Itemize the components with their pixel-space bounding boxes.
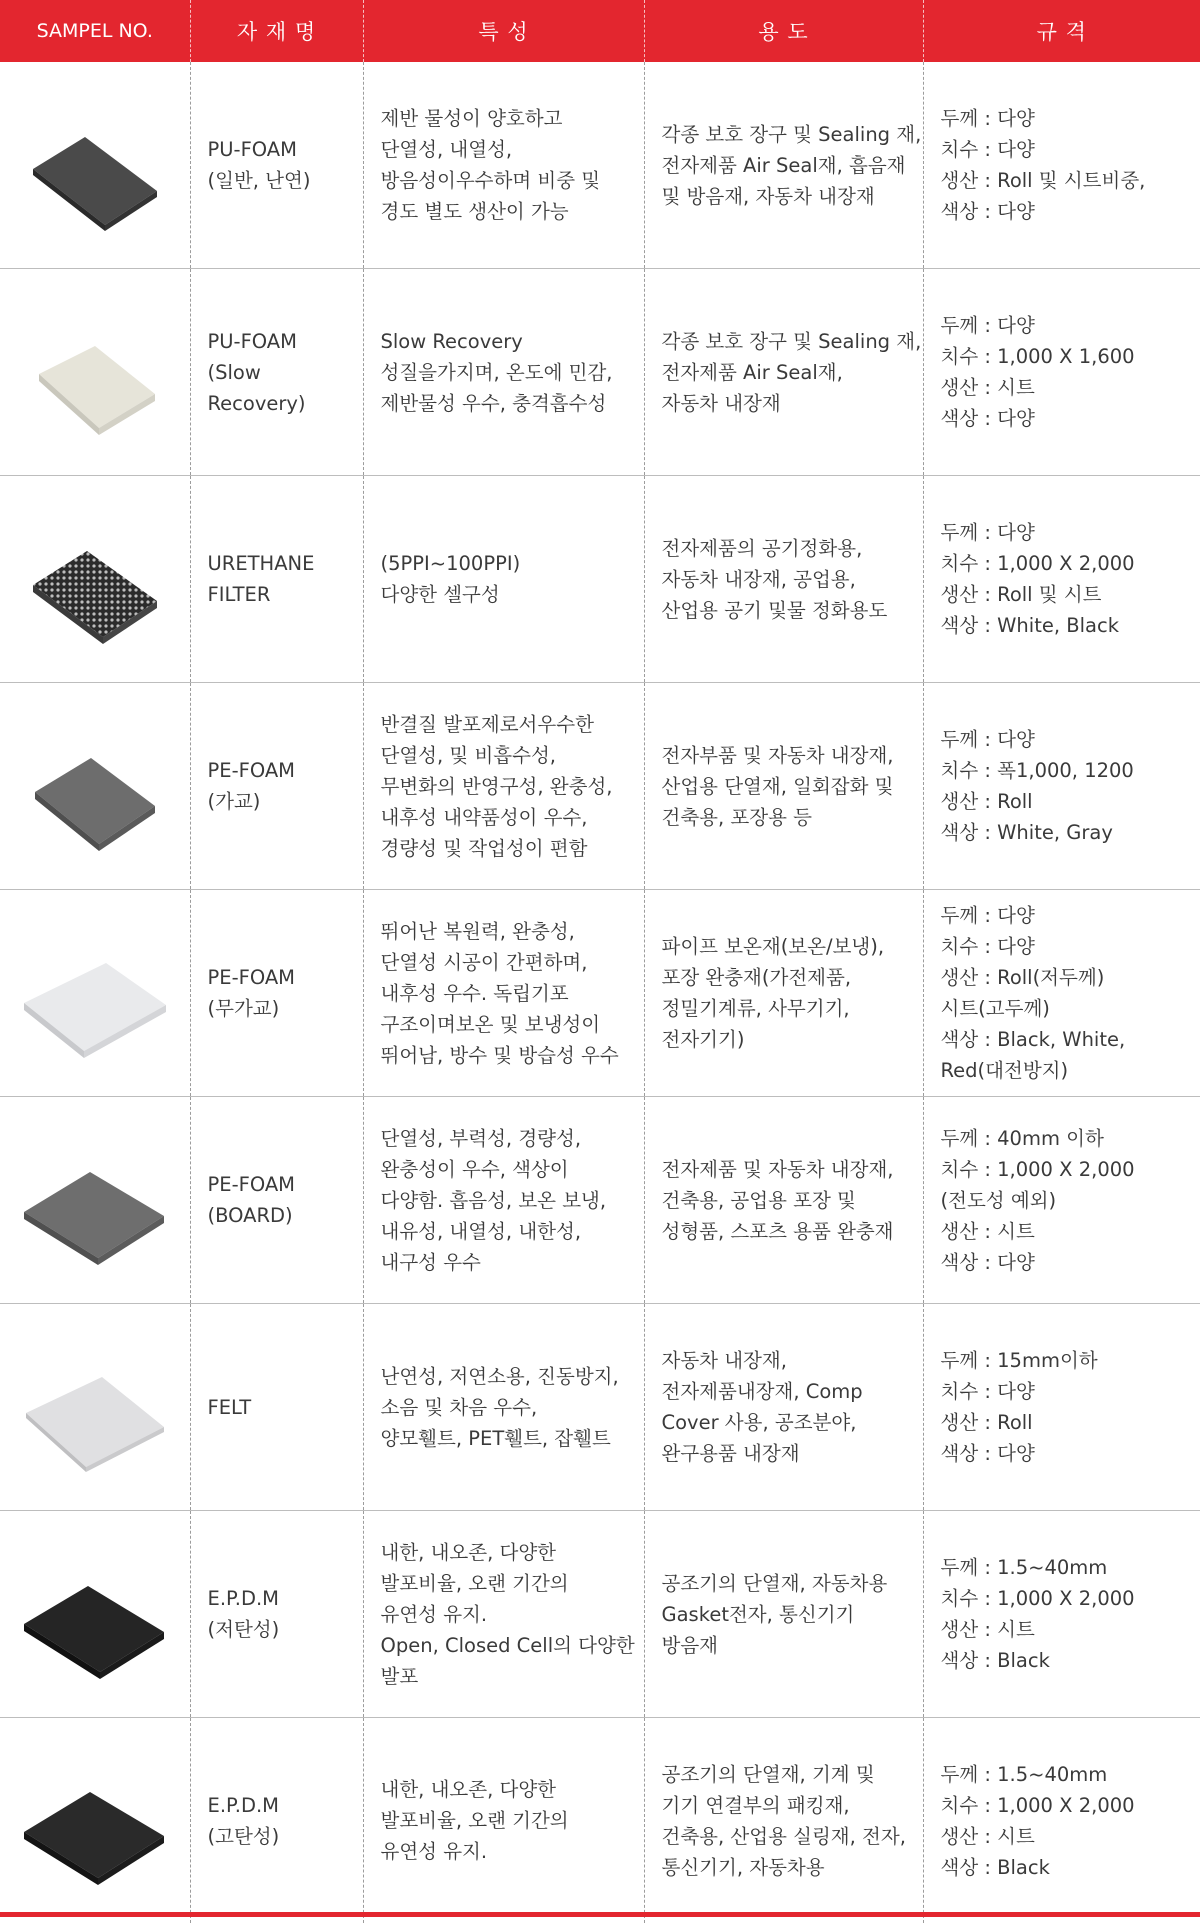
material-characteristics: 반결질 발포제로서우수한 단열성, 및 비흡수성, 무변화의 반영구성, 완충성, 내후성 내약품성이 우수, 경량성 및 작업성이 편함 bbox=[363, 683, 644, 890]
material-characteristics: 단열성, 부력성, 경량성, 완충성이 우수, 색상이 다양함. 흡음성, 보온 보냉, 내유성, 내열성, 내한성, 내구성 우수 bbox=[363, 1097, 644, 1304]
header-row bbox=[0, 0, 1200, 62]
sample-cell bbox=[0, 1511, 190, 1718]
material-usage: 각종 보호 장구 및 Sealing 재, 전자제품 Air Seal재, 자동차 내장재 bbox=[644, 269, 923, 476]
sample-cell bbox=[0, 1718, 190, 1923]
material-characteristics: 제반 물성이 양호하고 단열성, 내열성, 방음성이우수하며 비중 및 경도 별도 생산이 가능 bbox=[363, 62, 644, 269]
material-name: FELT bbox=[190, 1304, 363, 1511]
table-row bbox=[0, 1511, 1200, 1718]
table-row bbox=[0, 1097, 1200, 1304]
material-specification: 두께 : 1.5~40mm 치수 : 1,000 X 2,000 생산 : 시트 색상 : Black bbox=[923, 1511, 1200, 1718]
material-usage: 파이프 보온재(보온/보냉), 포장 완충재(가전제품, 정밀기계류, 사무기기, 전자기기) bbox=[644, 890, 923, 1097]
material-specification: 두께 : 다양 치수 : 다양 생산 : Roll(저두께) 시트(고두께) 색상 : Black, White, Red(대전방지) bbox=[923, 890, 1200, 1097]
material-characteristics: 내한, 내오존, 다양한 발포비율, 오랜 기간의 유연성 유지. Open, Closed Cell의 다양한 발포 bbox=[363, 1511, 644, 1718]
material-usage: 전자제품의 공기정화용, 자동차 내장재, 공업용, 산업용 공기 및물 정화용도 bbox=[644, 476, 923, 683]
table-row bbox=[0, 683, 1200, 890]
material-usage: 전자부품 및 자동차 내장재, 산업용 단열재, 일회잡화 및 건축용, 포장용 등 bbox=[644, 683, 923, 890]
sample-cell bbox=[0, 890, 190, 1097]
material-name: PE-FOAM (가교) bbox=[190, 683, 363, 890]
material-usage: 각종 보호 장구 및 Sealing 재, 전자제품 Air Seal재, 흡음재 및 방음재, 자동차 내장재 bbox=[644, 62, 923, 269]
sample-cell bbox=[0, 1097, 190, 1304]
bottom-accent-bar bbox=[0, 1912, 1200, 1917]
header-usage: 용 도 bbox=[644, 0, 923, 62]
table-row bbox=[0, 62, 1200, 269]
sample-cell bbox=[0, 1304, 190, 1511]
material-name: PU-FOAM (Slow Recovery) bbox=[190, 269, 363, 476]
table-body bbox=[0, 62, 1200, 1923]
material-characteristics: (5PPI~100PPI) 다양한 셀구성 bbox=[363, 476, 644, 683]
gray-pe-foam-sample-icon bbox=[25, 721, 165, 883]
material-name: PE-FOAM (무가교) bbox=[190, 890, 363, 1097]
material-usage: 전자제품 및 자동차 내장재, 건축용, 공업용 포장 및 성형품, 스포츠 용품 완충재 bbox=[644, 1097, 923, 1304]
dark-gray-foam-sample-icon bbox=[25, 100, 165, 262]
gray-pe-board-sample-icon bbox=[20, 1135, 170, 1297]
table-header bbox=[0, 0, 1200, 62]
header-specification: 규 격 bbox=[923, 0, 1200, 62]
material-characteristics: 내한, 내오존, 다양한 발포비율, 오랜 기간의 유연성 유지. bbox=[363, 1718, 644, 1923]
light-gray-felt-sample-icon bbox=[20, 1342, 170, 1504]
table-row bbox=[0, 890, 1200, 1097]
material-name: E.P.D.M (저탄성) bbox=[190, 1511, 363, 1718]
sample-cell bbox=[0, 683, 190, 890]
material-usage: 자동차 내장재, 전자제품내장재, Comp Cover 사용, 공조분야, 완구용품 내장재 bbox=[644, 1304, 923, 1511]
white-pe-foam-sample-icon bbox=[20, 928, 170, 1090]
black-epdm-high-carbon-sample-icon bbox=[20, 1755, 170, 1917]
sample-cell bbox=[0, 62, 190, 269]
sample-cell bbox=[0, 476, 190, 683]
material-characteristics: 난연성, 저연소용, 진동방지, 소음 및 차음 우수, 양모휄트, PET휄트, 잡휄트 bbox=[363, 1304, 644, 1511]
black-white-filter-foam-sample-icon bbox=[25, 514, 165, 676]
black-epdm-low-carbon-sample-icon bbox=[20, 1549, 170, 1711]
material-usage: 공조기의 단열재, 자동차용 Gasket전자, 통신기기 방음재 bbox=[644, 1511, 923, 1718]
material-specification: 두께 : 다양 치수 : 1,000 X 2,000 생산 : Roll 및 시트 색상 : White, Black bbox=[923, 476, 1200, 683]
material-name: E.P.D.M (고탄성) bbox=[190, 1718, 363, 1923]
material-usage: 공조기의 단열재, 기계 및 기기 연결부의 패킹재, 건축용, 산업용 실링재, 전자, 통신기기, 자동차용 bbox=[644, 1718, 923, 1923]
header-sample-no: SAMPEL NO. bbox=[0, 0, 190, 62]
material-specification: 두께 : 15mm이하 치수 : 다양 생산 : Roll 색상 : 다양 bbox=[923, 1304, 1200, 1511]
sample-cell bbox=[0, 269, 190, 476]
material-specification: 두께 : 1.5~40mm 치수 : 1,000 X 2,000 생산 : 시트 색상 : Black bbox=[923, 1718, 1200, 1923]
material-specification: 두께 : 40mm 이하 치수 : 1,000 X 2,000 (전도성 예외) 생산 : 시트 색상 : 다양 bbox=[923, 1097, 1200, 1304]
material-specification: 두께 : 다양 치수 : 폭1,000, 1200 생산 : Roll 색상 : White, Gray bbox=[923, 683, 1200, 890]
material-characteristics: 뛰어난 복원력, 완충성, 단열성 시공이 간편하며, 내후성 우수. 독립기포 구조이며보온 및 보냉성이 뛰어남, 방수 및 방습성 우수 bbox=[363, 890, 644, 1097]
material-specification: 두께 : 다양 치수 : 다양 생산 : Roll 및 시트비중, 색상 : 다양 bbox=[923, 62, 1200, 269]
header-material-name: 자 재 명 bbox=[190, 0, 363, 62]
material-characteristics: Slow Recovery 성질을가지며, 온도에 민감, 제반물성 우수, 충격흡수성 bbox=[363, 269, 644, 476]
material-name: PE-FOAM (BOARD) bbox=[190, 1097, 363, 1304]
material-name: PU-FOAM (일반, 난연) bbox=[190, 62, 363, 269]
header-characteristics: 특 성 bbox=[363, 0, 644, 62]
table-row bbox=[0, 269, 1200, 476]
material-name: URETHANE FILTER bbox=[190, 476, 363, 683]
table-row bbox=[0, 1304, 1200, 1511]
material-specification: 두께 : 다양 치수 : 1,000 X 1,600 생산 : 시트 색상 : 다양 bbox=[923, 269, 1200, 476]
cream-slow-recovery-foam-sample-icon bbox=[25, 307, 165, 469]
table-row bbox=[0, 1718, 1200, 1923]
table-row bbox=[0, 476, 1200, 683]
